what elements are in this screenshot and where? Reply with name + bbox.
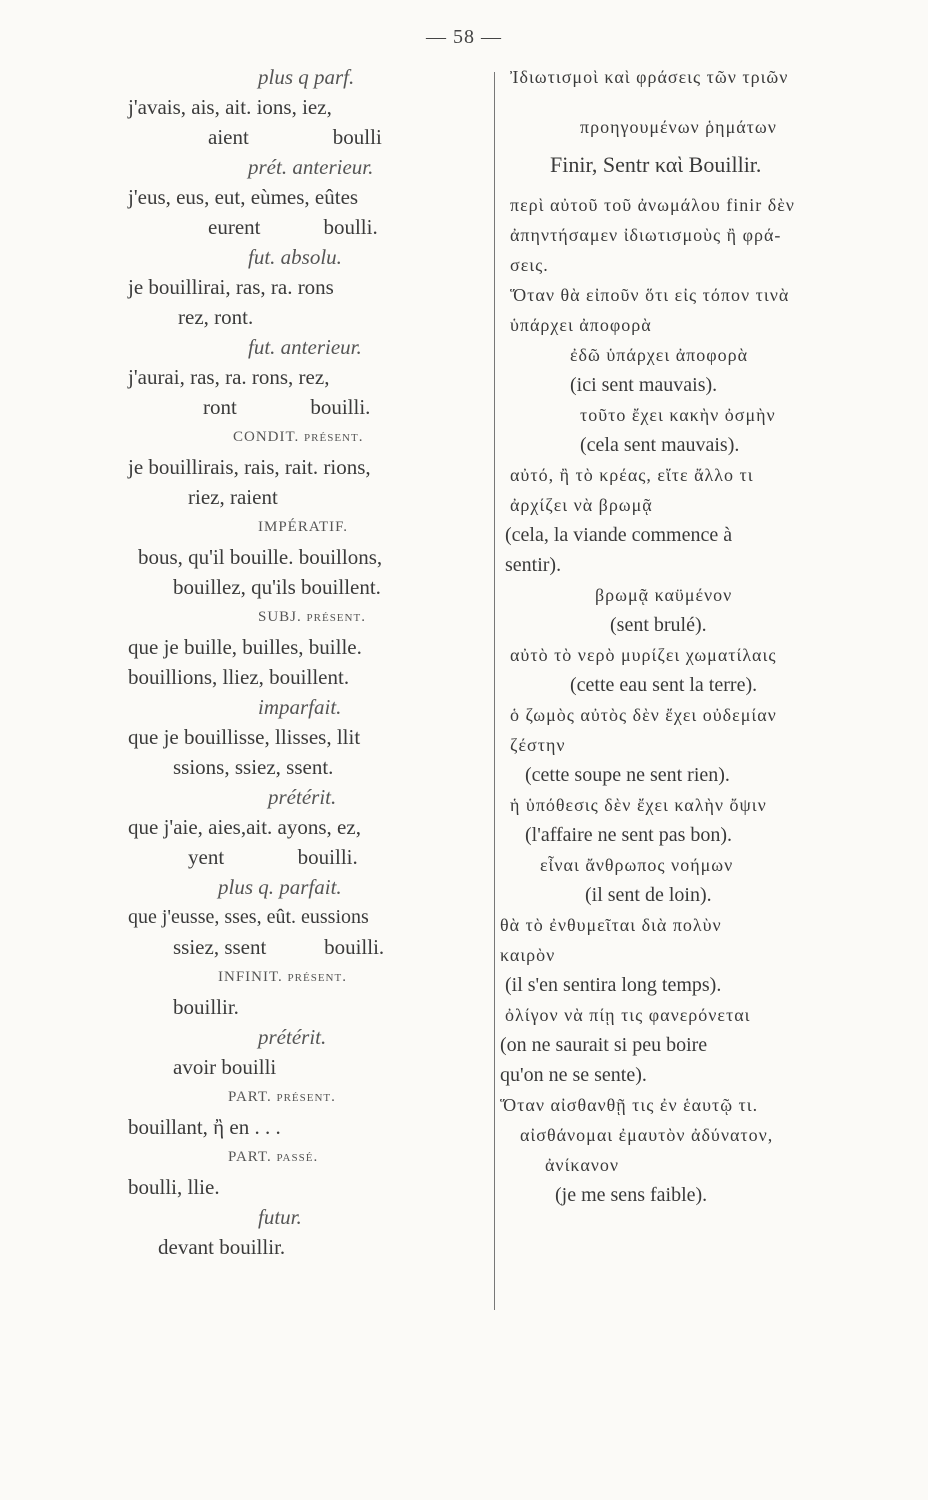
text-line: Ἰδιωτισμοὶ καὶ φράσεις τῶν τριῶν xyxy=(510,67,789,87)
text-line: αὐτό, ἢ τὸ κρέας, εἴτε ἄλλο τι xyxy=(510,465,754,485)
text-line: riez, raient xyxy=(188,485,278,509)
text-line: (sent brulé). xyxy=(610,614,707,636)
text-line: (l'affaire ne sent pas bon). xyxy=(525,824,733,846)
text-line: je bouillirais, rais, rait. rions, xyxy=(128,455,371,479)
text-line: qu'on ne se sente). xyxy=(500,1064,647,1086)
text-line: fut. anterieur. xyxy=(248,335,362,359)
text-line: τοῦτο ἔχει κακὴν ὀσμὴν xyxy=(580,405,776,425)
text-line: ὁ ζωμὸς αὐτὸς δὲν ἔχει οὐδεμίαν xyxy=(510,705,777,725)
text-line: (cette soupe ne sent rien). xyxy=(525,764,730,786)
text-line: Ὅταν θὰ εἰποῦν ὅτι εἰς τόπον τινὰ xyxy=(510,285,790,305)
text-line: bouillant, ἢ en . . . xyxy=(128,1115,281,1139)
text-line: (on ne saurait si peu boire xyxy=(500,1034,708,1056)
text-line: (cela, la viande commence à xyxy=(505,524,733,546)
text-line: ὑπάρχει ἀποφορὰ xyxy=(510,315,652,335)
right-column xyxy=(500,62,880,1210)
text-line: PART. passé. xyxy=(228,1149,319,1165)
text-line: bous, qu'il bouille. bouillons, xyxy=(138,545,383,569)
text-line: (ici sent mauvais). xyxy=(570,374,718,396)
text-line: que je bouillisse, llisses, llit xyxy=(128,725,361,749)
text-line: ἀνίκανον xyxy=(545,1155,620,1175)
text-line: INFINIT. présent. xyxy=(218,969,347,985)
text-line: περὶ αὐτοῦ τοῦ ἀνωμάλου finir δὲν xyxy=(510,195,795,215)
text-line: (cela sent mauvais). xyxy=(580,434,740,456)
text-line: eurent boulli. xyxy=(208,215,378,239)
text-line: βρωμᾷ καϋμένον xyxy=(595,585,733,605)
spacer-line xyxy=(500,142,880,150)
text-line: ἀρχίζει νὰ βρωμᾷ xyxy=(510,495,653,515)
text-line: prétérit. xyxy=(258,1025,327,1049)
left-column xyxy=(128,62,496,1262)
text-line: ssiez, ssent bouilli. xyxy=(173,935,385,959)
text-line: καιρὸν xyxy=(500,945,556,965)
text-line: futur. xyxy=(258,1205,302,1229)
text-line: εἶναι ἄνθρωπος νοήμων xyxy=(540,855,734,875)
spacer-line xyxy=(500,180,880,190)
text-line: θὰ τὸ ἐνθυμεῖται διὰ πολὺν xyxy=(500,915,722,935)
text-line: que je buille, builles, buille. xyxy=(128,635,362,659)
text-line: sentir). xyxy=(505,554,562,576)
text-line: ὀλίγον νὰ πίῃ τις φανερόνεται xyxy=(505,1005,751,1025)
page-number: — 58 — xyxy=(426,26,502,48)
text-line: (il s'en sentira long temps). xyxy=(505,974,722,996)
text-line: bouillir. xyxy=(173,995,239,1019)
text-line: fut. absolu. xyxy=(248,245,342,269)
text-line: αἰσθάνομαι ἐμαυτὸν ἀδύνατον, xyxy=(520,1125,774,1145)
text-line: j'eus, eus, eut, eùmes, eûtes xyxy=(128,185,359,209)
text-line: ἀπηντήσαμεν ἰδιωτισμοὺς ἢ φρά- xyxy=(510,225,782,245)
text-line: SUBJ. présent. xyxy=(258,609,366,625)
text-line: j'aurai, ras, ra. rons, rez, xyxy=(128,365,330,389)
text-line: je bouillirai, ras, ra. rons xyxy=(128,275,334,299)
text-line: rez, ront. xyxy=(178,305,254,329)
text-line: plus q. parfait. xyxy=(218,875,342,899)
text-line: IMPÉRATIF. xyxy=(258,519,349,535)
text-line: Ὅταν αἰσθανθῇ τις ἐν ἑαυτῷ τι. xyxy=(500,1095,759,1115)
text-line: que j'eusse, sses, eût. eussions xyxy=(128,906,369,928)
text-line: ssions, ssiez, ssent. xyxy=(173,755,334,779)
text-line: Finir, Sentr καὶ Bouillir. xyxy=(550,152,762,177)
text-line: aient boulli xyxy=(208,125,382,149)
text-line: yent bouilli. xyxy=(188,845,358,869)
text-line: σεις. xyxy=(510,255,549,275)
text-line: αὐτὸ τὸ νερὸ μυρίζει χωματίλαις xyxy=(510,645,777,665)
text-line: j'avais, ais, ait. ions, iez, xyxy=(128,95,332,119)
text-line: PART. présent. xyxy=(228,1089,336,1105)
text-line: ἐδῶ ὑπάρχει ἀποφορὰ xyxy=(570,345,749,365)
text-line: προηγουμένων ῥημάτων xyxy=(580,117,777,137)
text-line: plus q parf. xyxy=(258,65,355,89)
text-line: que j'aie, aies,ait. ayons, ez, xyxy=(128,815,361,839)
text-line: prét. anterieur. xyxy=(248,155,374,179)
text-line: bouillez, qu'ils bouillent. xyxy=(173,575,381,599)
text-line: devant bouillir. xyxy=(158,1235,286,1259)
text-line: avoir bouilli xyxy=(173,1055,277,1079)
text-line: boulli, llie. xyxy=(128,1175,220,1199)
text-line: CONDIT. présent. xyxy=(233,429,364,445)
text-line: imparfait. xyxy=(258,695,342,719)
text-line: ront bouilli. xyxy=(203,395,371,419)
text-line: ἡ ὑπόθεσις δὲν ἔχει καλὴν ὄψιν xyxy=(510,795,767,815)
text-line: ζέστην xyxy=(510,735,566,755)
text-line: (je me sens faible). xyxy=(555,1184,708,1206)
text-line: bouillions, lliez, bouillent. xyxy=(128,665,350,689)
text-line: (cette eau sent la terre). xyxy=(570,674,758,696)
text-line: (il sent de loin). xyxy=(585,884,712,906)
text-line: prétérit. xyxy=(268,785,337,809)
